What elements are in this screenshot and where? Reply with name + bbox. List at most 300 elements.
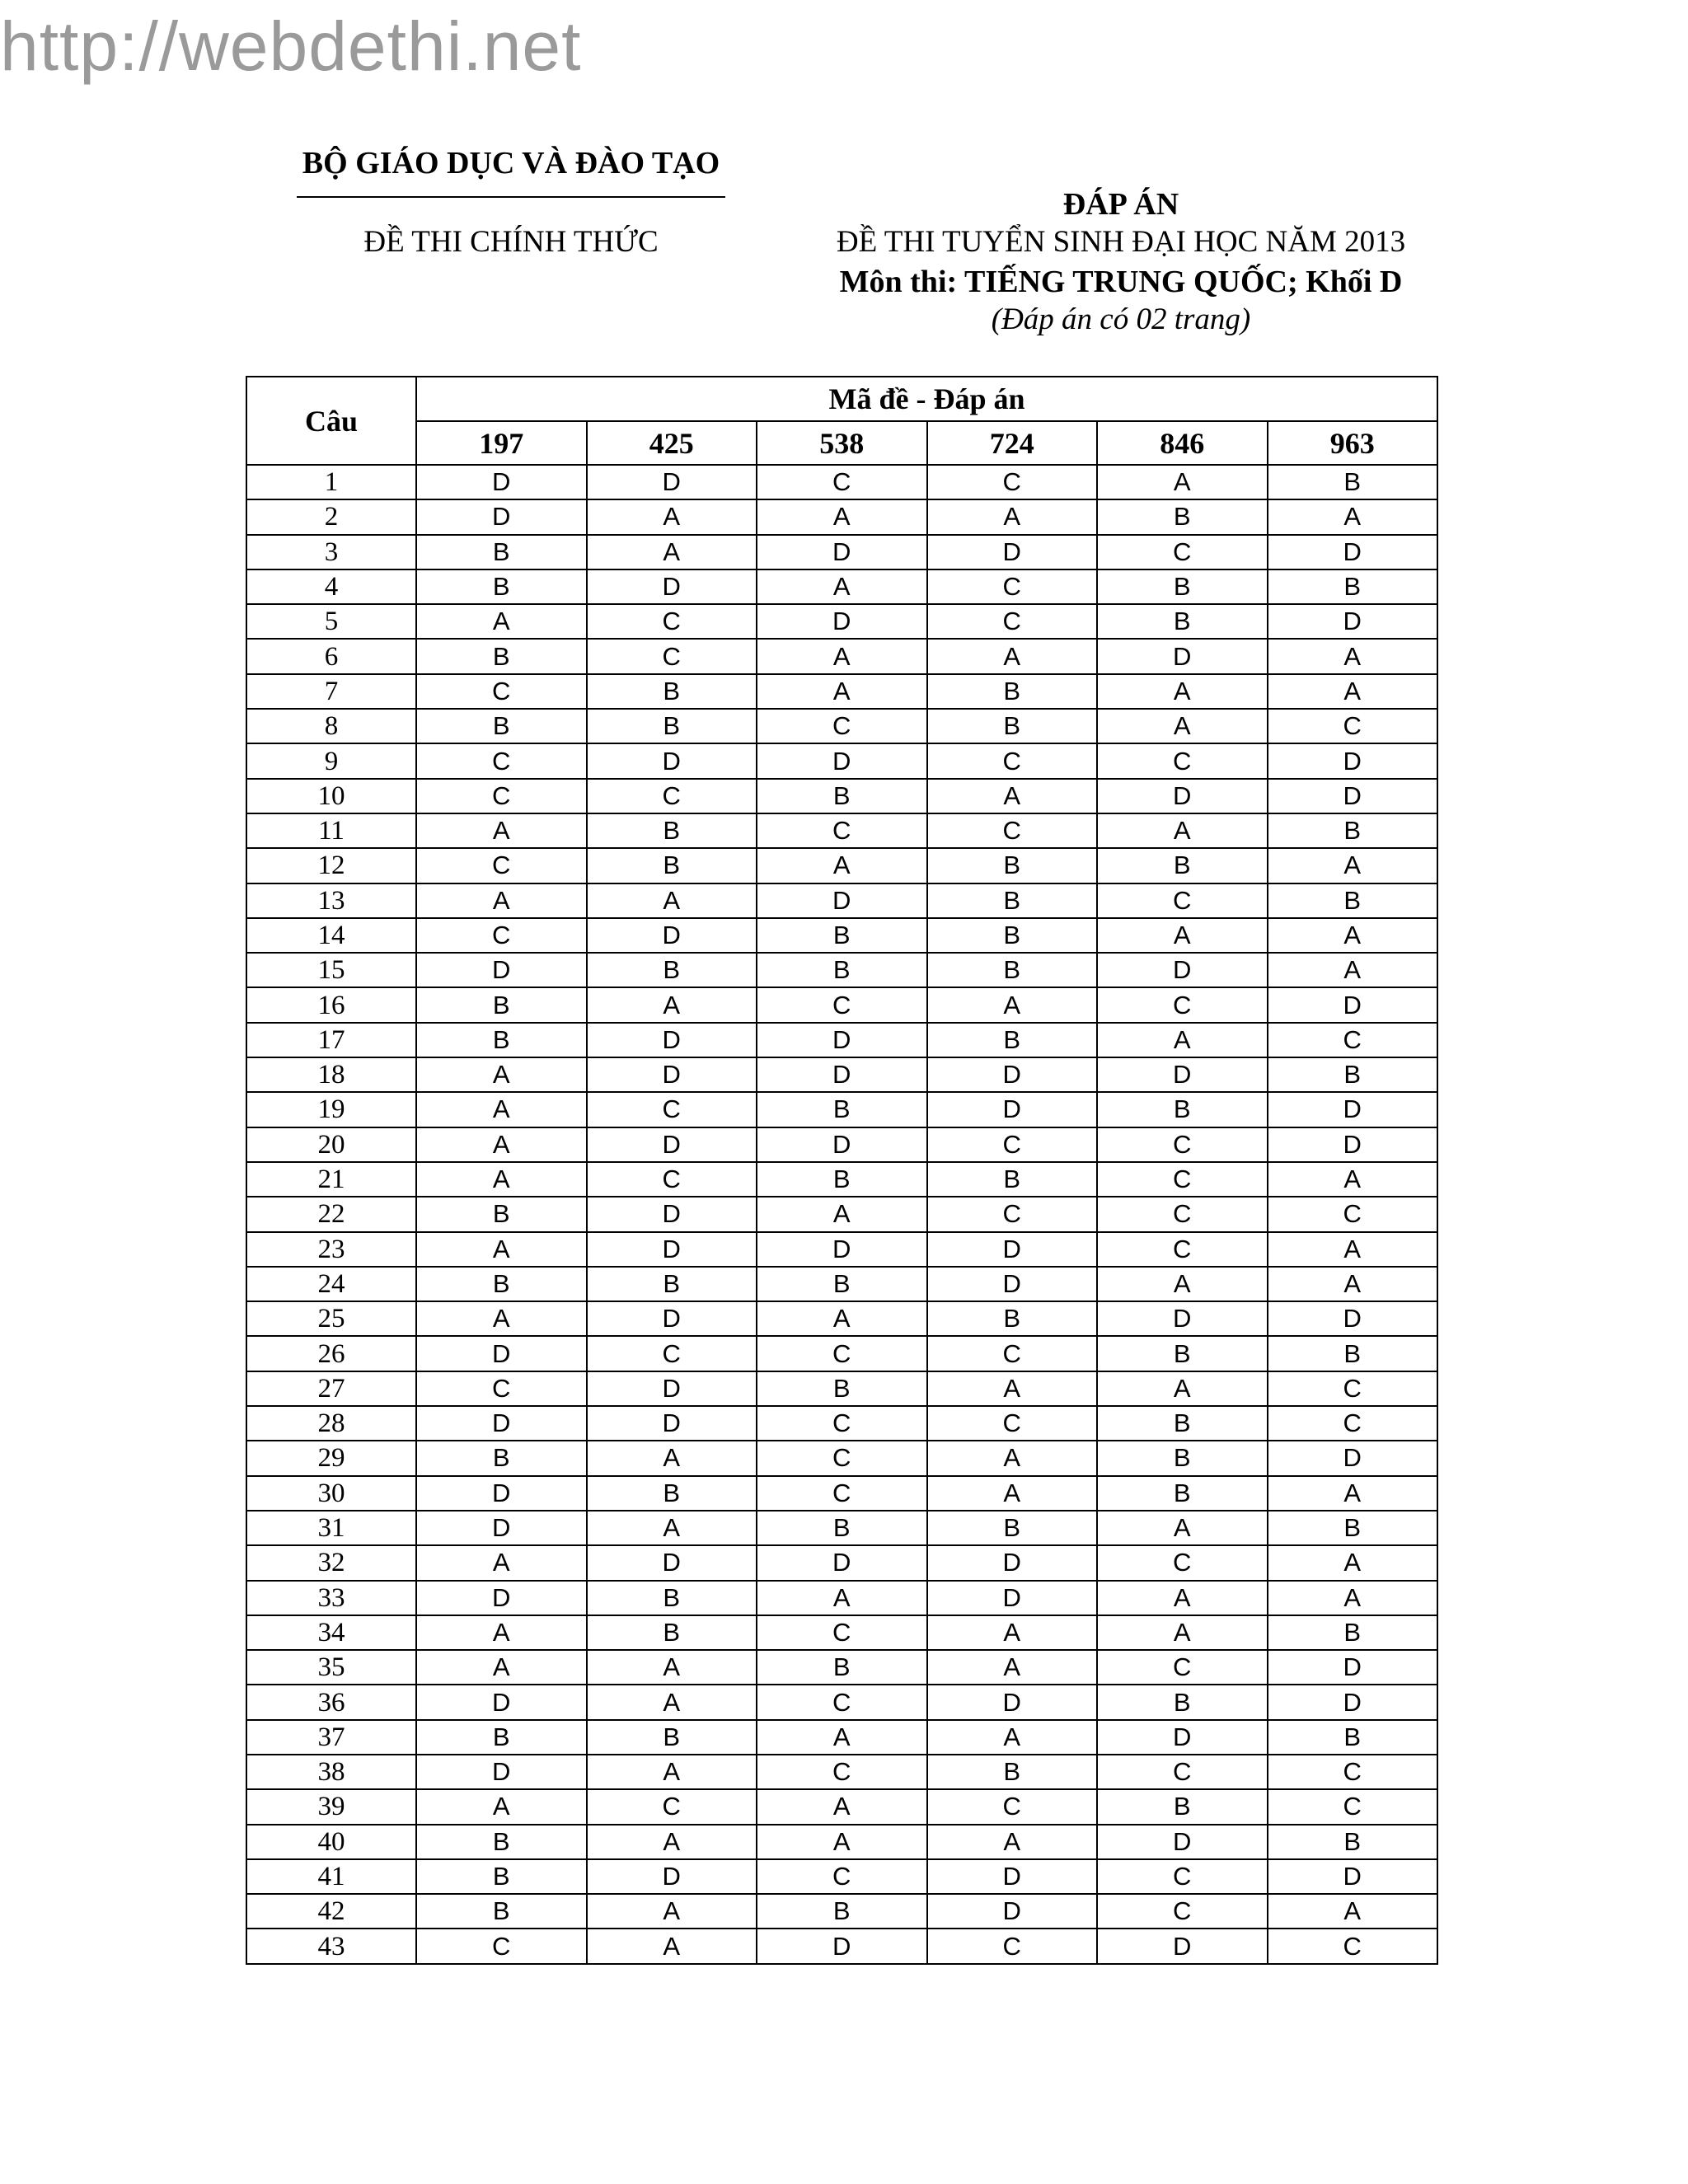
answer-cell: A [587,499,757,534]
answer-cell: B [927,709,1098,743]
question-number: 24 [246,1267,416,1301]
answer-cell: A [1097,813,1268,848]
question-number: 23 [246,1232,416,1267]
table-row [246,1092,1437,1127]
answer-cell: B [927,1755,1098,1789]
answer-cell: C [1268,1755,1438,1789]
answer-cell: B [1268,813,1438,848]
answer-cell: D [1097,1929,1268,1963]
answer-cell: A [416,1650,587,1685]
answer-cell: D [416,1336,587,1371]
question-number: 19 [246,1092,416,1127]
answer-cell: C [927,604,1098,639]
answer-cell: D [927,1894,1098,1929]
question-number: 33 [246,1581,416,1615]
table-row [246,1511,1437,1545]
answer-cell: A [1268,1162,1438,1197]
answer-cell: B [416,1894,587,1929]
answer-cell: B [1097,1476,1268,1511]
answer-cell: B [927,1301,1098,1336]
answer-cell: B [416,1267,587,1301]
answer-cell: B [757,1511,927,1545]
answer-cell: B [587,953,757,987]
answer-cell: C [927,1336,1098,1371]
answer-cell: D [587,1057,757,1092]
answer-cell: B [587,1267,757,1301]
answer-cell: A [1268,1894,1438,1929]
answer-cell: D [1097,779,1268,813]
question-number: 17 [246,1023,416,1057]
answer-cell: A [927,1371,1098,1406]
answer-cell: D [1268,1859,1438,1894]
answer-cell: A [587,987,757,1022]
question-number: 8 [246,709,416,743]
answer-cell: A [927,639,1098,673]
question-number: 5 [246,604,416,639]
answer-cell: C [927,569,1098,604]
answer-cell: B [416,639,587,673]
table-row [246,604,1437,639]
answer-cell: D [587,1859,757,1894]
question-number: 4 [246,569,416,604]
table-row [246,813,1437,848]
answer-cell: D [1097,1057,1268,1092]
answer-cell: B [416,1197,587,1231]
table-row [246,674,1437,709]
answer-cell: C [1097,1162,1268,1197]
table-row [246,1859,1437,1894]
question-number: 14 [246,918,416,953]
question-number: 12 [246,848,416,883]
answer-cell: D [757,1929,927,1963]
question-number: 37 [246,1720,416,1755]
answer-cell: B [1268,1511,1438,1545]
answer-cell: A [757,674,927,709]
answer-cell: D [927,1581,1098,1615]
answer-cell: D [927,1232,1098,1267]
answer-cell: D [587,1232,757,1267]
ministry-name: BỘ GIÁO DỤC VÀ ĐÀO TẠO [302,146,720,180]
answer-cell: C [1268,1789,1438,1824]
answer-cell: D [1268,1685,1438,1719]
answer-cell: D [1268,779,1438,813]
question-number: 15 [246,953,416,987]
answer-cell: C [587,639,757,673]
answer-cell: A [416,1127,587,1162]
question-number: 26 [246,1336,416,1371]
answer-cell: D [416,953,587,987]
answer-cell: B [587,813,757,848]
answer-cell: C [757,1476,927,1511]
answer-cell: D [927,1685,1098,1719]
answer-cell: C [757,1441,927,1475]
question-number: 31 [246,1511,416,1545]
answer-cell: D [927,1859,1098,1894]
answer-cell: D [587,918,757,953]
answer-cell: B [757,1650,927,1685]
answer-cell: C [757,1615,927,1650]
question-number: 1 [246,465,416,499]
answer-cell: C [757,465,927,499]
table-row [246,1197,1437,1231]
question-number: 6 [246,639,416,673]
answer-cell: B [757,1092,927,1127]
answer-cell: A [1268,918,1438,953]
answer-cell: A [927,987,1098,1022]
answer-cell: A [1097,709,1268,743]
table-row [246,987,1437,1022]
answer-cell: D [416,1476,587,1511]
answer-cell: B [587,674,757,709]
answer-cell: C [1097,1650,1268,1685]
answer-cell: C [1268,1929,1438,1963]
answer-cell: A [416,1789,587,1824]
table-row [246,1825,1437,1859]
table-row [246,499,1437,534]
answer-cell: D [587,1371,757,1406]
answer-cell: B [416,1859,587,1894]
answer-cell: B [587,848,757,883]
table-row [246,709,1437,743]
table-row [246,1755,1437,1789]
answer-cell: B [416,1441,587,1475]
table-row [246,918,1437,953]
table-row [246,465,1437,499]
answer-cell: D [587,1127,757,1162]
answer-cell: D [587,1023,757,1057]
answer-cell: C [1097,987,1268,1022]
answer-cell: C [927,743,1098,778]
table-row [246,953,1437,987]
answer-cell: C [416,1371,587,1406]
answer-cell: A [927,1441,1098,1475]
answer-cell: A [757,1301,927,1336]
answer-cell: C [1097,1232,1268,1267]
answer-cell: C [1097,1545,1268,1580]
answer-cell: D [1097,1825,1268,1859]
table-row [246,1336,1437,1371]
question-number: 18 [246,1057,416,1092]
answer-cell: C [927,1929,1098,1963]
answer-cell: C [1097,1859,1268,1894]
exam-status: ĐỀ THI CHÍNH THỨC [363,225,659,259]
answer-cell: C [927,465,1098,499]
answer-cell: C [1268,1197,1438,1231]
answer-cell: A [757,1825,927,1859]
table-row [246,1894,1437,1929]
answer-cell: B [927,953,1098,987]
answer-cell: A [757,848,927,883]
answer-cell: A [416,604,587,639]
table-row [246,1301,1437,1336]
answer-cell: D [757,1057,927,1092]
answer-cell: D [416,499,587,534]
answer-cell: A [587,535,757,569]
answer-cell: A [757,1789,927,1824]
answer-cell: A [927,1476,1098,1511]
answer-cell: B [416,1825,587,1859]
table-row [246,1650,1437,1685]
answer-cell: B [1097,1441,1268,1475]
answer-cell: B [757,1894,927,1929]
answer-cell: D [587,465,757,499]
answer-cell: B [416,569,587,604]
answer-cell: A [1097,674,1268,709]
answer-cell: A [416,1615,587,1650]
answer-cell: C [587,779,757,813]
answer-cell: D [927,1057,1098,1092]
answer-cell: A [1268,1476,1438,1511]
answer-cell: B [757,1162,927,1197]
answer-cell: A [416,1057,587,1092]
answer-cell: B [757,1371,927,1406]
table-row [246,1406,1437,1441]
answer-cell: B [927,918,1098,953]
answer-cell: C [1268,709,1438,743]
table-row [246,535,1437,569]
question-number: 2 [246,499,416,534]
answer-cell: A [416,813,587,848]
answer-cell: A [1268,1232,1438,1267]
answer-cell: A [757,569,927,604]
answer-cell: A [587,1685,757,1719]
answer-cell: D [416,1406,587,1441]
answer-cell: B [1097,1406,1268,1441]
question-number: 41 [246,1859,416,1894]
answer-cell: D [587,1197,757,1231]
answer-cell: A [1097,1581,1268,1615]
question-number: 27 [246,1371,416,1406]
answer-cell: B [1268,1057,1438,1092]
exam-code-header: 846 [1097,421,1268,465]
answer-cell: A [1097,465,1268,499]
answer-cell: D [1097,639,1268,673]
answer-cell: A [1268,1581,1438,1615]
answer-cell: B [1097,569,1268,604]
table-row [246,1615,1437,1650]
ministry-underline [297,196,725,198]
answer-key-title: ĐÁP ÁN [1062,187,1179,222]
answer-cell: C [587,1336,757,1371]
answer-cell: C [757,1755,927,1789]
answer-cell: D [1097,1720,1268,1755]
answer-cell: A [1097,1023,1268,1057]
answer-cell: B [1097,848,1268,883]
answer-cell: A [587,1825,757,1859]
answer-cell: A [1097,1511,1268,1545]
answer-cell: A [1268,499,1438,534]
answer-cell: D [587,569,757,604]
exam-code-header: 724 [927,421,1098,465]
answer-cell: B [927,848,1098,883]
answer-cell: A [927,1720,1098,1755]
table-row [246,639,1437,673]
question-number: 40 [246,1825,416,1859]
answer-cell: B [1097,604,1268,639]
question-number: 36 [246,1685,416,1719]
question-number: 13 [246,883,416,918]
code-group-header: Mã đề - Đáp án [416,377,1437,421]
answer-cell: C [757,1859,927,1894]
answer-cell: A [587,1511,757,1545]
question-number: 10 [246,779,416,813]
answer-cell: D [1268,1441,1438,1475]
answer-cell: B [587,1615,757,1650]
answer-cell: C [416,918,587,953]
table-row [246,1929,1437,1963]
answer-cell: D [587,743,757,778]
answer-cell: A [1097,1267,1268,1301]
answer-cell: B [587,1581,757,1615]
answer-cell: D [1268,535,1438,569]
answer-cell: A [1268,1545,1438,1580]
answer-cell: D [757,535,927,569]
table-row [246,848,1437,883]
table-row [246,1476,1437,1511]
question-number: 20 [246,1127,416,1162]
question-number: 16 [246,987,416,1022]
table-row [246,1545,1437,1580]
answer-cell: A [1097,1615,1268,1650]
question-number: 43 [246,1929,416,1963]
answer-cell: B [1097,1336,1268,1371]
answer-cell: B [587,1476,757,1511]
answer-cell: A [1268,848,1438,883]
answer-cell: A [587,1929,757,1963]
answer-cell: A [587,1894,757,1929]
answer-cell: D [1097,1301,1268,1336]
exam-code-header: 197 [416,421,587,465]
question-number: 29 [246,1441,416,1475]
answer-cell: D [416,1755,587,1789]
question-number: 32 [246,1545,416,1580]
answer-cell: B [1268,569,1438,604]
answer-cell: D [1268,743,1438,778]
answer-cell: B [416,1720,587,1755]
answer-cell: B [1268,1615,1438,1650]
answer-cell: D [927,1267,1098,1301]
answer-cell: C [1097,1127,1268,1162]
answer-cell: B [416,709,587,743]
answer-cell: D [757,1545,927,1580]
answer-cell: B [1268,1720,1438,1755]
answer-cell: C [1097,1894,1268,1929]
question-number: 34 [246,1615,416,1650]
answer-cell: C [416,779,587,813]
answer-cell: D [927,535,1098,569]
answer-cell: D [1268,1650,1438,1685]
answer-cell: C [757,987,927,1022]
answer-cell: B [416,535,587,569]
answer-cell: A [757,1197,927,1231]
answer-cell: A [1268,953,1438,987]
answer-cell: C [927,1789,1098,1824]
answer-cell: A [587,1441,757,1475]
answer-cell: D [1268,1301,1438,1336]
table-row [246,1685,1437,1719]
answer-cell: D [1268,1092,1438,1127]
answer-cell: D [1268,1127,1438,1162]
answer-cell: D [927,1545,1098,1580]
answer-cell: A [416,1162,587,1197]
answer-cell: B [587,1720,757,1755]
answer-cell: C [416,1929,587,1963]
table-row [246,743,1437,778]
answer-cell: C [587,1162,757,1197]
answer-cell: B [416,1023,587,1057]
answer-cell: A [927,779,1098,813]
answer-cell: A [1268,674,1438,709]
table-row [246,1127,1437,1162]
question-number: 7 [246,674,416,709]
answer-cell: C [757,813,927,848]
answer-cell: B [927,1162,1098,1197]
answer-cell: C [757,709,927,743]
answer-cell: C [1268,1023,1438,1057]
answer-cell: C [1097,883,1268,918]
answer-cell: A [587,883,757,918]
answer-cell: D [416,1511,587,1545]
answer-cell: B [1268,883,1438,918]
answer-cell: C [587,604,757,639]
answer-cell: A [416,883,587,918]
answer-cell: A [1268,1267,1438,1301]
answer-cell: C [587,1789,757,1824]
answer-cell: C [1268,1371,1438,1406]
answer-cell: B [416,987,587,1022]
answer-cell: D [416,1685,587,1719]
table-row [246,1267,1437,1301]
question-number: 11 [246,813,416,848]
answer-rows [246,465,1437,1964]
answer-cell: C [757,1406,927,1441]
answer-cell: C [927,813,1098,848]
answer-cell: B [927,883,1098,918]
answer-cell: D [416,465,587,499]
table-row [246,1789,1437,1824]
table-row [246,1057,1437,1092]
answer-cell: C [927,1197,1098,1231]
answer-cell: B [1097,1092,1268,1127]
answer-cell: A [1268,639,1438,673]
question-number: 39 [246,1789,416,1824]
answer-cell: B [927,1511,1098,1545]
answer-cell: A [416,1301,587,1336]
question-number: 25 [246,1301,416,1336]
answer-cell: D [757,604,927,639]
answer-cell: A [757,1720,927,1755]
page-count-note: (Đáp án có 02 trang) [991,302,1251,336]
answer-cell: D [587,1301,757,1336]
subject-line: Môn thi: TIẾNG TRUNG QUỐC; Khối D [839,265,1403,299]
table-row [246,569,1437,604]
answer-cell: C [1097,743,1268,778]
table-row [246,1232,1437,1267]
question-number: 9 [246,743,416,778]
answer-cell: D [757,883,927,918]
answer-cell: C [1097,1197,1268,1231]
answer-cell: C [587,1092,757,1127]
answer-cell: A [1097,1371,1268,1406]
answer-cell: C [757,1336,927,1371]
answer-cell: B [1268,1825,1438,1859]
answer-cell: D [416,1581,587,1615]
table-row [246,883,1437,918]
answer-cell: D [757,1232,927,1267]
answer-cell: A [927,1650,1098,1685]
exam-code-header: 538 [757,421,927,465]
exam-name: ĐỀ THI TUYỂN SINH ĐẠI HỌC NĂM 2013 [836,225,1406,259]
